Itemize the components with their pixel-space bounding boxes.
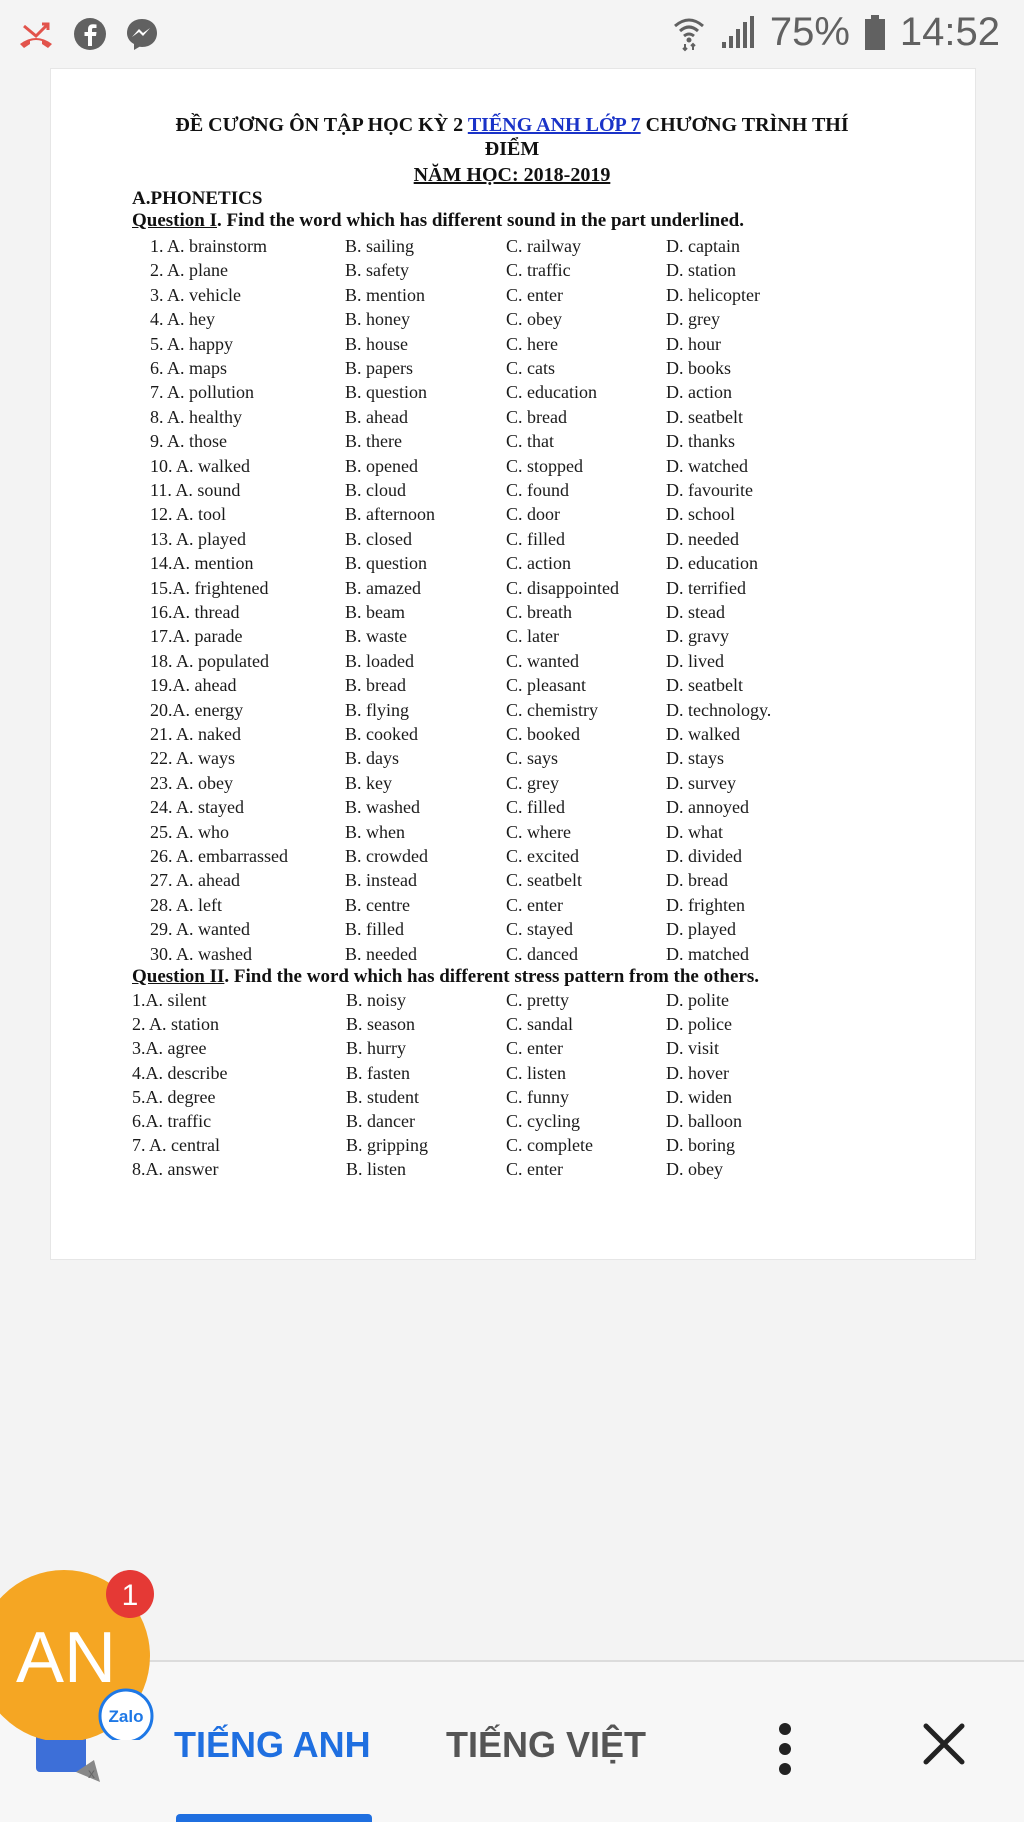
option-d: D. seatbelt [666, 406, 743, 427]
option-d: D. hover [666, 1062, 729, 1083]
more-options-icon[interactable] [778, 1722, 792, 1776]
question-1-heading [132, 210, 744, 232]
option-a: 1. A. brainstorm [150, 236, 267, 256]
question-1-row [0, 748, 1024, 772]
option-b: B. afternoon [345, 504, 435, 525]
option-a: 22. A. ways [150, 748, 235, 769]
status-bar [0, 0, 1024, 70]
option-c: C. listen [506, 1062, 567, 1083]
option-b: B. house [345, 333, 408, 354]
option-b: B. crowded [345, 846, 428, 866]
school-year: NĂM HỌC: 2018-2019 [413, 164, 611, 186]
option-a: 30. A. washed [150, 943, 252, 964]
option-d: D. frighten [666, 894, 745, 915]
tab-vietnamese[interactable]: TIẾNG VIỆT [446, 1724, 647, 1765]
option-d: D. station [666, 260, 736, 281]
option-d: D. annoyed [666, 797, 749, 818]
tab-english[interactable]: TIẾNG ANH [174, 1724, 371, 1765]
question-1-row [0, 675, 1024, 699]
option-b: B. gripping [346, 1135, 429, 1156]
option-c: C. excited [506, 846, 579, 866]
option-d: D. needed [666, 528, 739, 549]
question-2-text: . Find the word which has different stress pattern from the others. [224, 966, 759, 987]
option-c: C. funny [506, 1086, 569, 1107]
question-1-row [0, 626, 1024, 650]
option-c: C. says [506, 748, 559, 769]
option-a: 4. A. hey [150, 309, 215, 330]
question-1-label: Question I [132, 210, 217, 231]
option-c: C. enter [506, 284, 563, 305]
option-b: B. loaded [345, 650, 414, 671]
option-b: B. when [345, 821, 405, 842]
option-d: D. played [666, 919, 736, 940]
option-a: 29. A. wanted [150, 919, 250, 940]
option-c: C. education [506, 382, 597, 403]
question-1-row [0, 456, 1024, 480]
option-c: C. here [506, 333, 558, 354]
option-d: D. seatbelt [666, 675, 743, 696]
option-d: D. watched [666, 455, 748, 476]
option-a: 28. A. left [150, 894, 222, 915]
option-d: D. school [666, 504, 735, 525]
option-d: D. divided [666, 846, 742, 866]
zalo-label: Zalo [108, 1707, 144, 1726]
option-c: C. grey [506, 772, 559, 793]
option-b: B. flying [345, 699, 410, 720]
option-c: C. wanted [506, 650, 579, 671]
option-b: B. sailing [345, 236, 415, 256]
option-d: D. police [666, 1014, 732, 1035]
question-1-row [0, 236, 1024, 260]
option-d: D. stead [666, 602, 725, 622]
question-2-row [0, 990, 1024, 1014]
option-c: C. action [506, 553, 571, 574]
option-c: C. chemistry [506, 699, 598, 720]
chat-head-bubble[interactable] [0, 1570, 156, 1740]
option-a: 17.A. parade [150, 626, 243, 647]
question-1-row [0, 846, 1024, 870]
option-a: 7. A. pollution [150, 382, 255, 403]
chat-head-graphic [0, 1570, 156, 1740]
option-b: B. centre [345, 894, 410, 915]
svg-text:x: x [88, 1765, 95, 1781]
option-c: C. bread [506, 406, 567, 427]
question-1-row [0, 651, 1024, 675]
option-a: 13. A. played [150, 528, 246, 549]
question-1-row [0, 334, 1024, 358]
question-1-row [0, 870, 1024, 894]
option-d: D. widen [666, 1086, 732, 1107]
option-d: D. terrified [666, 577, 746, 598]
battery-percent: 75% [769, 10, 850, 54]
question-1-row [0, 504, 1024, 528]
option-c: C. railway [506, 236, 581, 256]
wifi-icon [672, 14, 706, 52]
option-a: 21. A. naked [150, 724, 241, 744]
option-b: B. bread [345, 675, 406, 696]
option-b: B. papers [345, 358, 413, 378]
option-c: C. complete [506, 1135, 593, 1156]
option-c: C. filled [506, 797, 565, 818]
option-c: C. found [506, 480, 569, 500]
question-1-row [0, 602, 1024, 626]
question-1-row [0, 822, 1024, 846]
option-a: 16.A. thread [150, 602, 240, 622]
title-link[interactable]: TIẾNG ANH LỚP 7 [467, 114, 641, 136]
option-b: B. mention [345, 284, 425, 305]
option-d: D. polite [666, 990, 729, 1010]
question-1-row [0, 358, 1024, 382]
option-c: C. enter [506, 1038, 563, 1059]
option-d: D. technology. [666, 699, 772, 720]
option-c: C. where [506, 821, 571, 842]
option-c: C. pleasant [506, 675, 586, 696]
option-b: B. dancer [346, 1111, 415, 1131]
close-icon[interactable] [920, 1720, 968, 1768]
option-b: B. listen [346, 1159, 407, 1180]
option-a: 10. A. walked [150, 455, 250, 476]
option-d: D. hour [666, 333, 721, 354]
title-line-2: ĐIỂM [484, 138, 540, 160]
option-b: B. days [345, 748, 399, 769]
option-a: 20.A. energy [150, 699, 244, 720]
option-c: C. cats [506, 358, 555, 378]
option-b: B. question [345, 553, 428, 574]
option-c: C. that [506, 431, 554, 452]
option-a: 9. A. those [150, 431, 228, 452]
option-a: 8. A. healthy [150, 406, 242, 427]
question-1-row [0, 260, 1024, 284]
question-1-row [0, 285, 1024, 309]
option-d: D. education [666, 553, 758, 574]
option-a: 5. A. happy [150, 333, 233, 354]
option-a: 3. A. vehicle [150, 284, 241, 305]
option-a: 15.A. frightened [150, 577, 269, 598]
option-b: B. ahead [345, 406, 408, 427]
option-d: D. bread [666, 870, 728, 891]
option-c: C. door [506, 504, 560, 525]
option-c: C. enter [506, 894, 563, 915]
option-b: B. closed [345, 528, 412, 549]
option-a: 24. A. stayed [150, 797, 244, 818]
option-b: B. hurry [346, 1038, 406, 1059]
option-d: D. boring [666, 1135, 735, 1156]
option-c: C. booked [506, 724, 580, 744]
option-d: D. stays [666, 748, 724, 769]
question-1-row [0, 309, 1024, 333]
option-c: C. stopped [506, 455, 584, 476]
option-b: B. washed [345, 797, 420, 818]
option-d: D. favourite [666, 480, 753, 500]
option-a: 5.A. degree [132, 1086, 216, 1107]
option-b: B. cloud [345, 480, 406, 500]
option-d: D. walked [666, 724, 740, 744]
option-c: C. pretty [506, 990, 569, 1010]
option-b: B. season [346, 1014, 415, 1035]
question-1-row [0, 773, 1024, 797]
clock: 14:52 [899, 10, 1000, 54]
option-a: 1.A. silent [132, 990, 207, 1010]
option-b: B. filled [345, 919, 404, 940]
option-c: C. danced [506, 943, 578, 964]
option-b: B. honey [345, 309, 410, 330]
option-b: B. there [345, 431, 402, 452]
option-a: 27. A. ahead [150, 870, 240, 891]
option-b: B. student [346, 1086, 420, 1107]
active-tab-indicator [176, 1814, 372, 1822]
option-b: B. question [345, 382, 428, 403]
question-1-row [0, 944, 1024, 968]
option-b: B. cooked [345, 724, 418, 744]
option-b: B. amazed [345, 577, 421, 598]
option-a: 4.A. describe [132, 1062, 228, 1083]
option-a: 11. A. sound [150, 480, 241, 500]
option-d: D. helicopter [666, 284, 760, 305]
title-prefix: ĐỀ CƯƠNG ÔN TẬP HỌC KỲ 2 [175, 114, 468, 136]
option-d: D. what [666, 821, 723, 842]
option-b: B. beam [345, 602, 405, 622]
option-a: 19.A. ahead [150, 675, 237, 696]
option-a: 25. A. who [150, 821, 230, 842]
option-a: 6.A. traffic [132, 1111, 212, 1131]
question-2-row [0, 1111, 1024, 1135]
option-d: D. matched [666, 943, 749, 964]
notification-badge: 1 [121, 1579, 139, 1612]
option-a: 14.A. mention [150, 553, 254, 574]
messenger-icon [124, 16, 160, 52]
option-a: 7. A. central [132, 1135, 220, 1156]
option-d: D. books [666, 358, 732, 378]
option-c: C. obey [506, 309, 562, 330]
option-b: B. needed [345, 943, 417, 964]
option-b: B. opened [345, 455, 418, 476]
option-a: 18. A. populated [150, 650, 269, 671]
option-d: D. balloon [666, 1111, 742, 1131]
option-a: 2. A. plane [150, 260, 228, 281]
option-d: D. action [666, 382, 732, 403]
section-heading: A.PHONETICS [132, 188, 263, 209]
option-b: B. noisy [346, 990, 407, 1010]
option-c: C. disappointed [506, 577, 619, 598]
option-b: B. instead [345, 870, 417, 891]
option-d: D. visit [666, 1038, 720, 1059]
question-1-row [0, 919, 1024, 943]
question-1-row [0, 700, 1024, 724]
question-1-row [0, 553, 1024, 577]
option-a: 26. A. embarrassed [150, 846, 288, 866]
option-b: B. key [345, 772, 392, 793]
question-2-row [0, 1087, 1024, 1111]
question-1-row [0, 480, 1024, 504]
option-d: D. survey [666, 772, 736, 793]
question-1-row [0, 578, 1024, 602]
option-a: 8.A. answer [132, 1159, 219, 1180]
option-c: C. later [506, 626, 559, 647]
option-c: C. breath [506, 602, 572, 622]
option-a: 23. A. obey [150, 772, 233, 793]
option-b: B. fasten [346, 1062, 410, 1083]
question-1-row [0, 895, 1024, 919]
question-1-row [0, 431, 1024, 455]
question-1-row [0, 797, 1024, 821]
facebook-icon [72, 16, 108, 52]
option-a: 2. A. station [132, 1014, 220, 1035]
option-c: C. sandal [506, 1014, 573, 1035]
question-2-heading [132, 966, 759, 988]
option-c: C. stayed [506, 919, 573, 940]
question-2-row [0, 1159, 1024, 1183]
question-1-row [0, 529, 1024, 553]
question-1-row [0, 407, 1024, 431]
battery-icon [864, 15, 886, 51]
option-a: 6. A. maps [150, 358, 228, 378]
question-2-row [0, 1014, 1024, 1038]
chat-head-initials: AN [15, 1618, 117, 1698]
question-2-row [0, 1063, 1024, 1087]
signal-icon [720, 16, 756, 50]
option-c: C. seatbelt [506, 870, 582, 891]
missed-call-icon [16, 14, 56, 54]
question-2-row [0, 1038, 1024, 1062]
option-c: C. traffic [506, 260, 571, 281]
title-suffix: CHƯƠNG TRÌNH THÍ [640, 114, 849, 136]
document-title [0, 114, 1024, 137]
option-b: B. safety [345, 260, 409, 281]
option-d: D. grey [666, 309, 720, 330]
option-d: D. thanks [666, 431, 735, 452]
question-2-label: Question II [132, 966, 225, 987]
question-2-row [0, 1135, 1024, 1159]
question-1-row [0, 724, 1024, 748]
question-1-text: . Find the word which has different sound in the part underlined. [217, 210, 744, 231]
option-c: C. cycling [506, 1111, 580, 1131]
option-d: D. lived [666, 650, 724, 671]
option-d: D. gravy [666, 626, 729, 647]
option-b: B. waste [345, 626, 407, 647]
option-c: C. filled [506, 528, 565, 549]
option-c: C. enter [506, 1159, 563, 1180]
option-d: D. captain [666, 236, 740, 256]
question-1-row [0, 382, 1024, 406]
option-a: 3.A. agree [132, 1038, 207, 1059]
option-d: D. obey [666, 1159, 723, 1180]
option-a: 12. A. tool [150, 504, 227, 525]
